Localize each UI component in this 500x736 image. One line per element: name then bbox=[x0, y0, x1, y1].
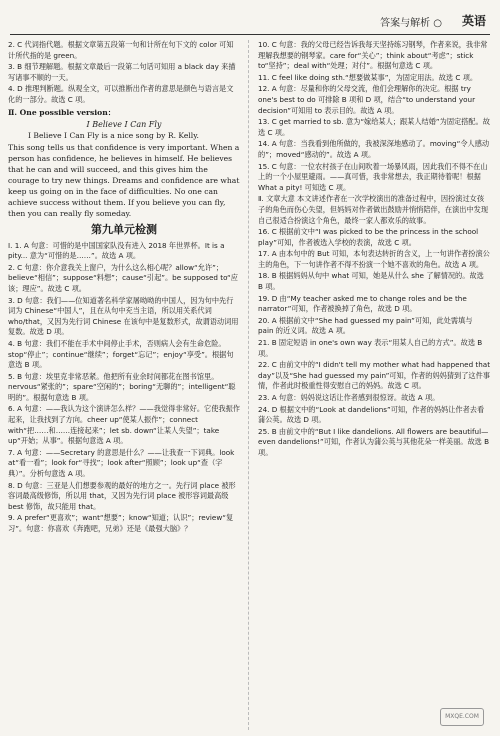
answer-item: 10. C 句意：我的父母已经告诉我每天坚持练习钢琴，作者来说，我非常理解我想要的钢琴家。care for“关心”；think about“考虑”；stick to“坚持”；deal with“处理；对付”。根据句意选 C 项。 bbox=[258, 40, 488, 71]
section-label: Ⅱ. One possible version： bbox=[8, 107, 116, 117]
answer-item: 24. D 根据文中的“Look at dandelions”可知，作者的妈妈让作者去看蒲公英。故选 D 项。 bbox=[258, 404, 485, 425]
answer-item: 17. A 由本句中的 But 可知，本句表达转折的含义，上一句讲作者扮演公主的角色，下一句讲作者不得不扮演一个她不喜欢的角色。故选 A 项。 bbox=[258, 249, 490, 269]
answer-item: 5. B 句意：埃里克非常恶紧。他把所有业余时间都花在图书馆里。nervous“紧张的”；spare“空闲的”；boring“无聊的”；intelligent“聪明的”。根据句意选 B 项。 bbox=[8, 371, 236, 402]
answer-item: Ⅰ. 1. A 句意：可惜的是中国国家队没有进入 2018 年世界杯。It is a pity... 意为“可惜的是……”。故选 A 项。 bbox=[8, 240, 225, 261]
answer-item: 2. C 代词指代题。根据文章第五段第一句和计所在句下文的 color 可知计所代指的是 green。 bbox=[8, 40, 234, 60]
left-column bbox=[8, 40, 240, 536]
essay-body: This song tells us that confidence is very important. When a person has confidence, he believes in himself. He believes that he can and will succeed, and this gives him the courage to try new things. Dreams and confidence are what keep us going on in the face of difficulties. No one can achieve success without them. If you believe you can fly, then you can really fly someday. bbox=[8, 142, 240, 218]
header-label: 答案与解析 ○ bbox=[380, 18, 442, 29]
answer-item: 23. A 句意：妈妈说这话让作者感到很惊讶。故选 A 项。 bbox=[258, 393, 440, 402]
answer-item: 4. B 句意：我们不能在手术中间停止手术，否则病人会有生命危险。stop“停止”；continue“继续”；forget“忘记”；enjoy“享受”。根据句意选 B 项。 bbox=[8, 338, 234, 370]
answer-item: 4. D 推理判断题。纵观全文，可以推断出作者的意思是颜色与语言是文化的一部分。故选 C 项。 bbox=[8, 84, 234, 104]
answer-item: 20. A 根据前文中“She had guessed my pain”可知，此处需填与 pain 的近义词。故选 A 项。 bbox=[258, 315, 473, 336]
answer-item: 15. C 句意：一位农村孩子在山间吹着一场暴风雨，因此我们不得不在山上的一个小屋里避雨。——真可惜，我非常想去，我正期待着呢！根据 What a pity! 可知选 C 项。 bbox=[258, 161, 488, 192]
answer-item: 3. D 句意：我们——位知道著名科学家屠呦呦的中国人，因为句中先行词为 Chinese“中国人”，且在从句中充当主语，所以用关系代词 who/that，又因为先行词 Chinese 在该句中是复数形式，故谓语动词用复数。故选 D 项。 bbox=[8, 295, 239, 337]
answer-item: 11. C feel like doing sth.“想要做某事”，为固定用法。故选 C 项。 bbox=[258, 72, 478, 82]
answer-item: 16. C 根据前文中“I was picked to be the princess in the school play”可知，作者被选入学校的表演，故选 C 项。 bbox=[258, 227, 479, 247]
answer-item: 25. B 由前文中的“But I like dandelions. All flowers are beautiful—even dandelions!”可知，作者认为蒲公英与其他花朵一样美丽。故选 B 项。 bbox=[258, 426, 490, 457]
right-column bbox=[258, 40, 490, 460]
answer-item: 3. B 细节理解题。根据文章最后一段第二句话可知用 a black day 来描写诸事不顺的一天。 bbox=[8, 62, 236, 82]
answer-item: 14. A 句意：当我看到他所做的，我被深深地感动了。moving“令人感动的”；moved“感动的”。故选 A 项。 bbox=[258, 139, 490, 159]
essay-subtitle: I Believe I Can Fly is a nice song by R. Kelly. bbox=[28, 130, 199, 140]
answer-item: 9. A prefer“更喜欢”；want“想要”；know“知道；认识”；review“复习”。句意：你喜欢《奔跑吧，兄弟》还是《最强大脑》？ bbox=[8, 513, 234, 533]
column-divider bbox=[248, 40, 249, 730]
answer-item: 7. A 句意：——Secretary 的意思是什么？——让我查一下词典。look at“看一看”；look for“寻找”；look after“照顾”；look up“查（字典）”。分析句意选 A 项。 bbox=[8, 447, 235, 479]
essay-title: I Believe I Can Fly bbox=[86, 119, 162, 129]
answer-item: 2. C 句意：你介意我关上窗户，为什么这么相心呢？allow“允许”；believe“相信”；suppose“料想”；cause“引起”。be supposed to“应该；理应”。故选 C 项。 bbox=[8, 262, 238, 293]
header-rule bbox=[10, 34, 490, 35]
answer-item: 13. C get married to sb. 意为“嫁给某人；跟某人结婚”为固定搭配。故选 C 项。 bbox=[258, 117, 490, 137]
answer-item: 21. B 固定短语 in one's own way 表示“用某人自己的方式”。故选 B 项。 bbox=[258, 338, 483, 358]
watermark-logo: MXQE.COM bbox=[440, 708, 484, 726]
answer-item: 22. C 由前文中的“I didn't tell my mother what had happened that day”以及“She had guessed my pain”可知，作者的妈妈猜到了这件事情，作者此时极重性得安慰自己的妈妈。故选 C 项。 bbox=[258, 360, 490, 391]
unit-heading: 第九单元检测 bbox=[91, 222, 157, 236]
answer-item: 18. B 根据妈妈从句中 what 可知，她是从什么 she 了解情况的。故选 B 项。 bbox=[258, 271, 484, 292]
answer-item: 8. D 句意：三亚是人们想要参观的最好的地方之一。先行词 place 被形容词最高级修饰，所以用 that，又因为先行词 place 被形容词最高级 best 修饰，故只能用 that。 bbox=[8, 480, 236, 511]
page-header bbox=[0, 10, 500, 36]
subject-title: 英语 bbox=[461, 14, 486, 28]
passage-summary: Ⅱ. 文章大意 本文讲述作者在一次学校演出的准备过程中，因扮演过女孩子的角色而伤心失望，但妈妈对作者做出鼓励并悄悄陪伴，在演出中发现自己很适合扮演这个角色，最终一家人都欢乐的故事。 bbox=[258, 194, 489, 225]
answer-item: 19. D 由“My teacher asked me to change roles and be the narrator”可知，作者被换掉了角色，故选 D 项。 bbox=[258, 293, 467, 314]
answer-item: 12. A 句意：尽量和你的父母交流，他们会理解你的决定。根据 try one's best to do 可排除 B 项和 D 项，结合“to understand your decision”可知用 to 表示目的。故选 A 项。 bbox=[258, 84, 476, 115]
answer-item: 6. A 句意：——我认为这个演讲怎么样？——我觉得非常好。它使我振作起来，让我找到了方向。cheer up“使某人振作”；connect with“把……和……连接起来”；let sb. down“让某人失望”；take up“开始；从事”。根据句意选 A 项。 bbox=[8, 404, 240, 446]
